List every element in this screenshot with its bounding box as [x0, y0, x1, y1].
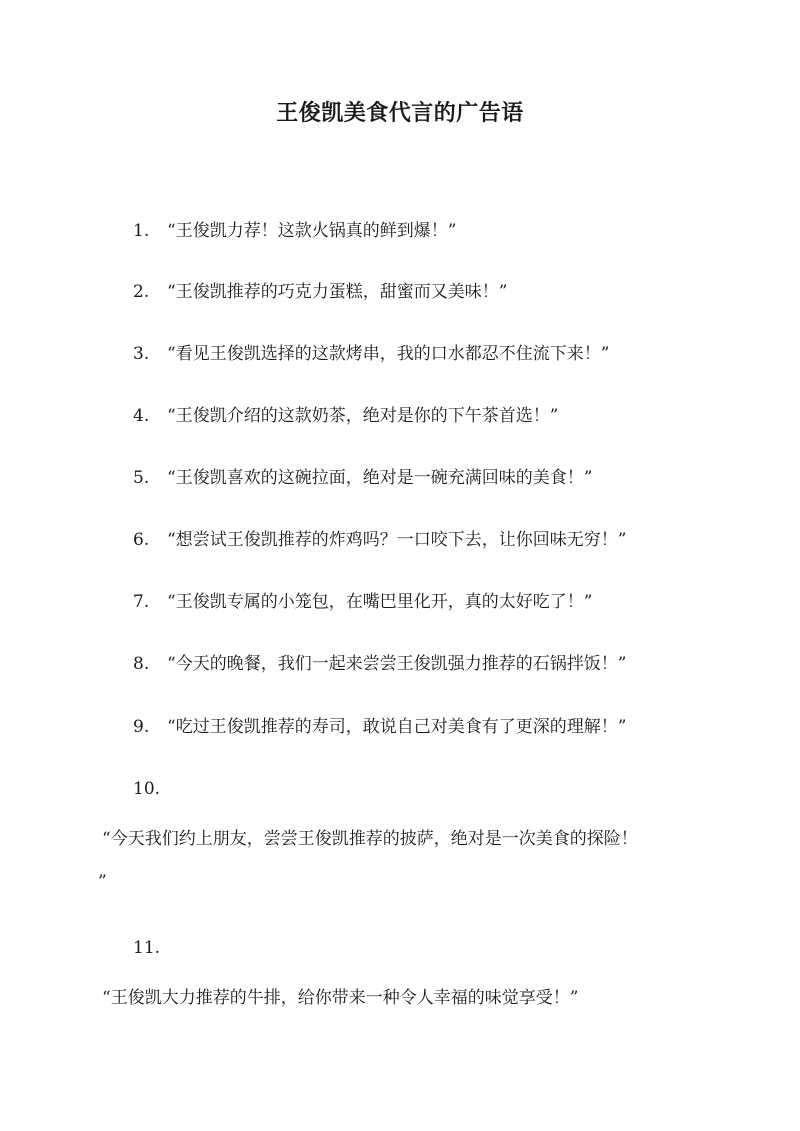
list-item-number: 1.: [133, 221, 150, 241]
list-item-text: “看见王俊凯选择的这款烤串，我的口水都忍不住流下来！”: [167, 344, 610, 364]
list-item-number: 9.: [133, 717, 150, 737]
list-item-number: 4.: [133, 406, 150, 426]
list-item-2: [133, 280, 507, 304]
list-item-7: [133, 590, 592, 614]
list-item-3: [133, 342, 609, 366]
list-item-9: [133, 715, 626, 739]
list-item-text: “想尝试王俊凯推荐的炸鸡吗？一口咬下去，让你回味无穷！”: [167, 530, 627, 550]
list-item-6: [133, 528, 626, 552]
document-title: 王俊凯美食代言的广告语: [276, 100, 524, 126]
list-item-number: 3.: [133, 344, 150, 364]
list-item-text: “吃过王俊凯推荐的寿司，敢说自己对美食有了更深的理解！”: [167, 717, 627, 737]
list-item-11-number: 11.: [133, 938, 161, 958]
list-item-8: [133, 652, 626, 676]
list-item-number: 7.: [133, 592, 150, 612]
list-item-10-number: 10.: [133, 779, 161, 799]
list-item-text: “王俊凯力荐！这款火锅真的鲜到爆！”: [167, 221, 457, 241]
list-item-number: 5.: [133, 468, 150, 488]
list-item-10-text: “今天我们约上朋友，尝尝王俊凯推荐的披萨，绝对是一次美食的探险！: [102, 829, 638, 849]
list-item-number: 2.: [133, 282, 150, 302]
list-item-10-text-continuation: ”: [98, 872, 107, 892]
list-item-1: [133, 219, 456, 243]
list-item-text: “王俊凯推荐的巧克力蛋糕，甜蜜而又美味！”: [167, 282, 508, 302]
list-item-text: “王俊凯介绍的这款奶茶，绝对是你的下午茶首选！”: [167, 406, 559, 426]
list-item-text: “今天的晚餐，我们一起来尝尝王俊凯强力推荐的石锅拌饭！”: [167, 654, 627, 674]
list-item-text: “王俊凯专属的小笼包，在嘴巴里化开，真的太好吃了！”: [167, 592, 593, 612]
list-item-number: 6.: [133, 530, 150, 550]
list-item-text: “王俊凯喜欢的这碗拉面，绝对是一碗充满回味的美食！”: [167, 468, 593, 488]
list-item-5: [133, 466, 592, 490]
list-item-11-text: “王俊凯大力推荐的牛排，给你带来一种令人幸福的味觉享受！”: [102, 988, 579, 1008]
list-item-number: 8.: [133, 654, 150, 674]
list-item-4: [133, 404, 558, 428]
